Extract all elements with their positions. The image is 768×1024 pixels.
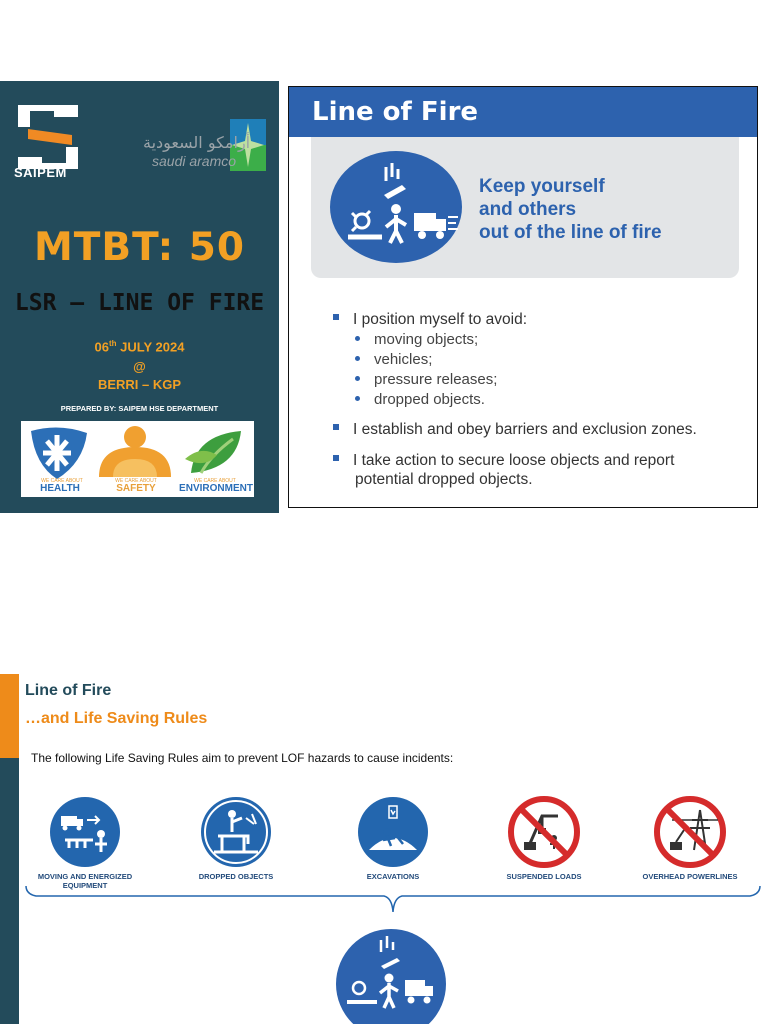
safety-helmet-icon — [93, 423, 177, 479]
health-caption: WE CARE ABOUT — [41, 478, 83, 484]
aramco-arabic-name: أرامكو السعودية — [143, 133, 251, 152]
line-of-fire-slogan: Keep yourself and others out of the line of fire — [479, 176, 662, 243]
lsr-intro-text: The following Life Saving Rules aim to prevent LOF hazards to cause incidents: — [31, 751, 454, 765]
lsr-slide-title: Line of Fire — [25, 682, 112, 699]
safety-label: SAFETY — [116, 483, 156, 494]
bullet-position: I position myself to avoid: — [333, 311, 527, 329]
bullet-square-icon — [333, 455, 339, 461]
environment-label: ENVIRONMENT — [179, 483, 253, 494]
line-of-fire-header — [289, 87, 757, 137]
prepared-by: PREPARED BY: SAIPEM HSE DEPARTMENT — [60, 404, 219, 413]
bullet-barriers: I establish and obey barriers and exclusion zones. — [333, 421, 697, 439]
saipem-wordmark: SAIPEM — [14, 165, 67, 180]
bullet-secure-cont: potential dropped objects. — [355, 471, 533, 488]
sub-bullet: pressure releases; — [355, 371, 497, 388]
bullet-dot-icon — [355, 356, 360, 361]
bullet-dot-icon — [355, 376, 360, 381]
sub-bullet: moving objects; — [355, 331, 478, 348]
health-label: HEALTH — [40, 483, 80, 494]
bullet-secure: I take action to secure loose objects and report — [333, 452, 674, 470]
saipem-logo-icon — [14, 101, 82, 173]
rule-label: OVERHEAD POWERLINES — [642, 872, 738, 881]
cover-slide — [0, 81, 279, 513]
safety-caption: WE CARE ABOUT — [115, 478, 157, 484]
bullet-dot-icon — [355, 396, 360, 401]
aramco-english-name: saudi aramco — [152, 153, 237, 169]
environment-caption: WE CARE ABOUT — [194, 478, 236, 484]
meeting-date: 06th JULY 2024 — [94, 339, 185, 355]
line-of-fire-slide — [288, 86, 758, 508]
line-of-fire-panel — [311, 137, 739, 278]
rule-label: EXCAVATIONS — [366, 872, 420, 881]
mtbt-title: MTBT: 50 — [33, 225, 246, 270]
environment-leaf-icon — [181, 425, 249, 479]
bullet-square-icon — [333, 314, 339, 320]
lsr-title: LSR – LINE OF FIRE — [14, 290, 265, 316]
bullet-dot-icon — [355, 336, 360, 341]
hse-banner — [21, 421, 254, 497]
grouping-brace — [0, 674, 768, 934]
rule-label: SUSPENDED LOADS — [506, 872, 582, 881]
rule-label: MOVING AND ENERGIZED EQUIPMENT — [37, 872, 133, 890]
rule-label: DROPPED OBJECTS — [198, 872, 274, 881]
line-of-fire-bottom-icon — [335, 928, 447, 1024]
line-of-fire-title: Line of Fire — [312, 97, 479, 127]
meeting-site: BERRI – KGP — [97, 377, 182, 392]
health-shield-icon — [27, 425, 91, 481]
life-saving-rules-slide — [0, 674, 768, 1024]
at-sign: @ — [133, 359, 146, 374]
sub-bullet: dropped objects. — [355, 391, 485, 408]
bullet-square-icon — [333, 424, 339, 430]
lsr-slide-subtitle: …and Life Saving Rules — [25, 710, 208, 727]
sub-bullet: vehicles; — [355, 351, 432, 368]
line-of-fire-icon — [330, 151, 462, 263]
